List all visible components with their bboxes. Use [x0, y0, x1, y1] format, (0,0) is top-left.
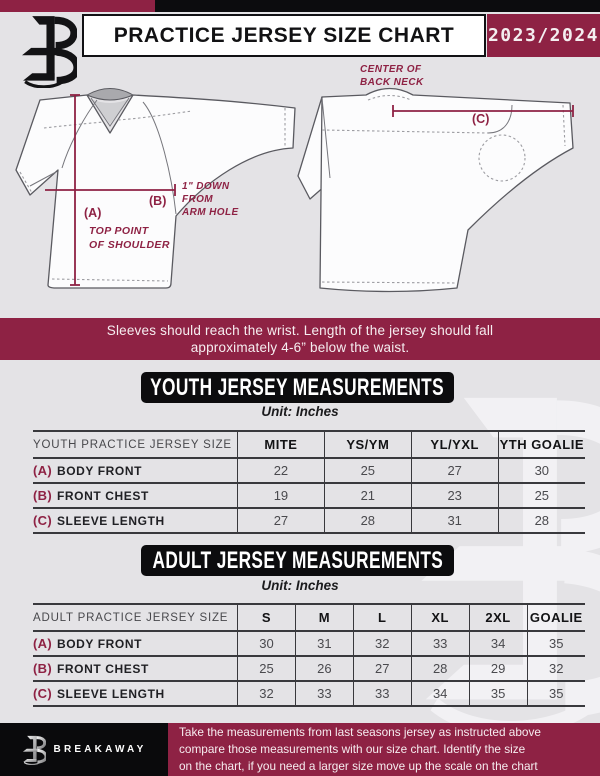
youth-section-banner — [141, 372, 454, 403]
title-box — [82, 14, 486, 57]
season-label: 2023/2024 — [487, 25, 600, 46]
breakaway-monogram-icon — [22, 735, 46, 765]
table-row: (A) BODY FRONT 22 25 27 30 — [33, 458, 585, 483]
b-note: 1" DOWN FROM ARM HOLE — [182, 181, 239, 218]
fit-note-line-1: Sleeves should reach the wrist. Length of the jersey should fall — [106, 323, 494, 338]
youth-size-table — [33, 430, 585, 534]
footer-line-2: compare those measurements with our size chart. Identify the size — [179, 741, 526, 756]
adult-unit-label: Unit: Inches — [261, 578, 339, 593]
a-label: (A) — [84, 206, 102, 220]
jersey-diagram — [0, 58, 600, 320]
breakaway-monogram-icon — [20, 14, 77, 88]
footer-line-1: Take the measurements from last seasons jersey as instructed above — [179, 724, 541, 739]
season-badge — [487, 14, 600, 57]
brand-name: BREAKAWAY — [53, 744, 147, 755]
a-note: TOP POINT OF SHOULDER — [89, 225, 170, 251]
adult-size-table — [33, 603, 585, 707]
page-title: PRACTICE JERSEY SIZE CHART — [113, 23, 455, 47]
table-row: (C) SLEEVE LENGTH 32 33 33 34 35 35 — [33, 681, 585, 706]
adult-section-banner — [141, 545, 454, 576]
c-label: (C) — [472, 112, 490, 126]
top-strip-maroon — [0, 0, 155, 12]
table-row: (B) FRONT CHEST 19 21 23 25 — [33, 483, 585, 508]
table-corner-label: ADULT PRACTICE JERSEY SIZE — [33, 604, 238, 631]
fit-note-line-2: approximately 4-6” below the waist. — [190, 340, 410, 355]
table-row: (A) BODY FRONT 30 31 32 33 34 35 — [33, 631, 585, 656]
table-corner-label: YOUTH PRACTICE JERSEY SIZE — [33, 431, 238, 458]
center-back-neck-note: CENTER OF BACK NECK — [360, 64, 424, 88]
youth-unit-label: Unit: Inches — [261, 404, 339, 419]
top-strip-black — [155, 0, 600, 12]
footer-brand-box — [0, 723, 168, 776]
table-row: (C) SLEEVE LENGTH 27 28 31 28 — [33, 508, 585, 533]
table-header-row: YOUTH PRACTICE JERSEY SIZE MITE YS/YM YL/YXL YTH GOALIE — [33, 431, 585, 458]
youth-section-title: YOUTH JERSEY MEASUREMENTS — [150, 373, 445, 401]
fit-note-banner — [0, 318, 600, 360]
table-header-row: ADULT PRACTICE JERSEY SIZE S M L XL 2XL GOALIE — [33, 604, 585, 631]
footer-instructions — [168, 723, 600, 776]
adult-section-title: ADULT JERSEY MEASUREMENTS — [152, 546, 443, 574]
table-row: (B) FRONT CHEST 25 26 27 28 29 32 — [33, 656, 585, 681]
b-label: (B) — [149, 194, 167, 208]
footer-line-3: on the chart, if you need a larger size move up the scale on the chart — [179, 759, 538, 774]
